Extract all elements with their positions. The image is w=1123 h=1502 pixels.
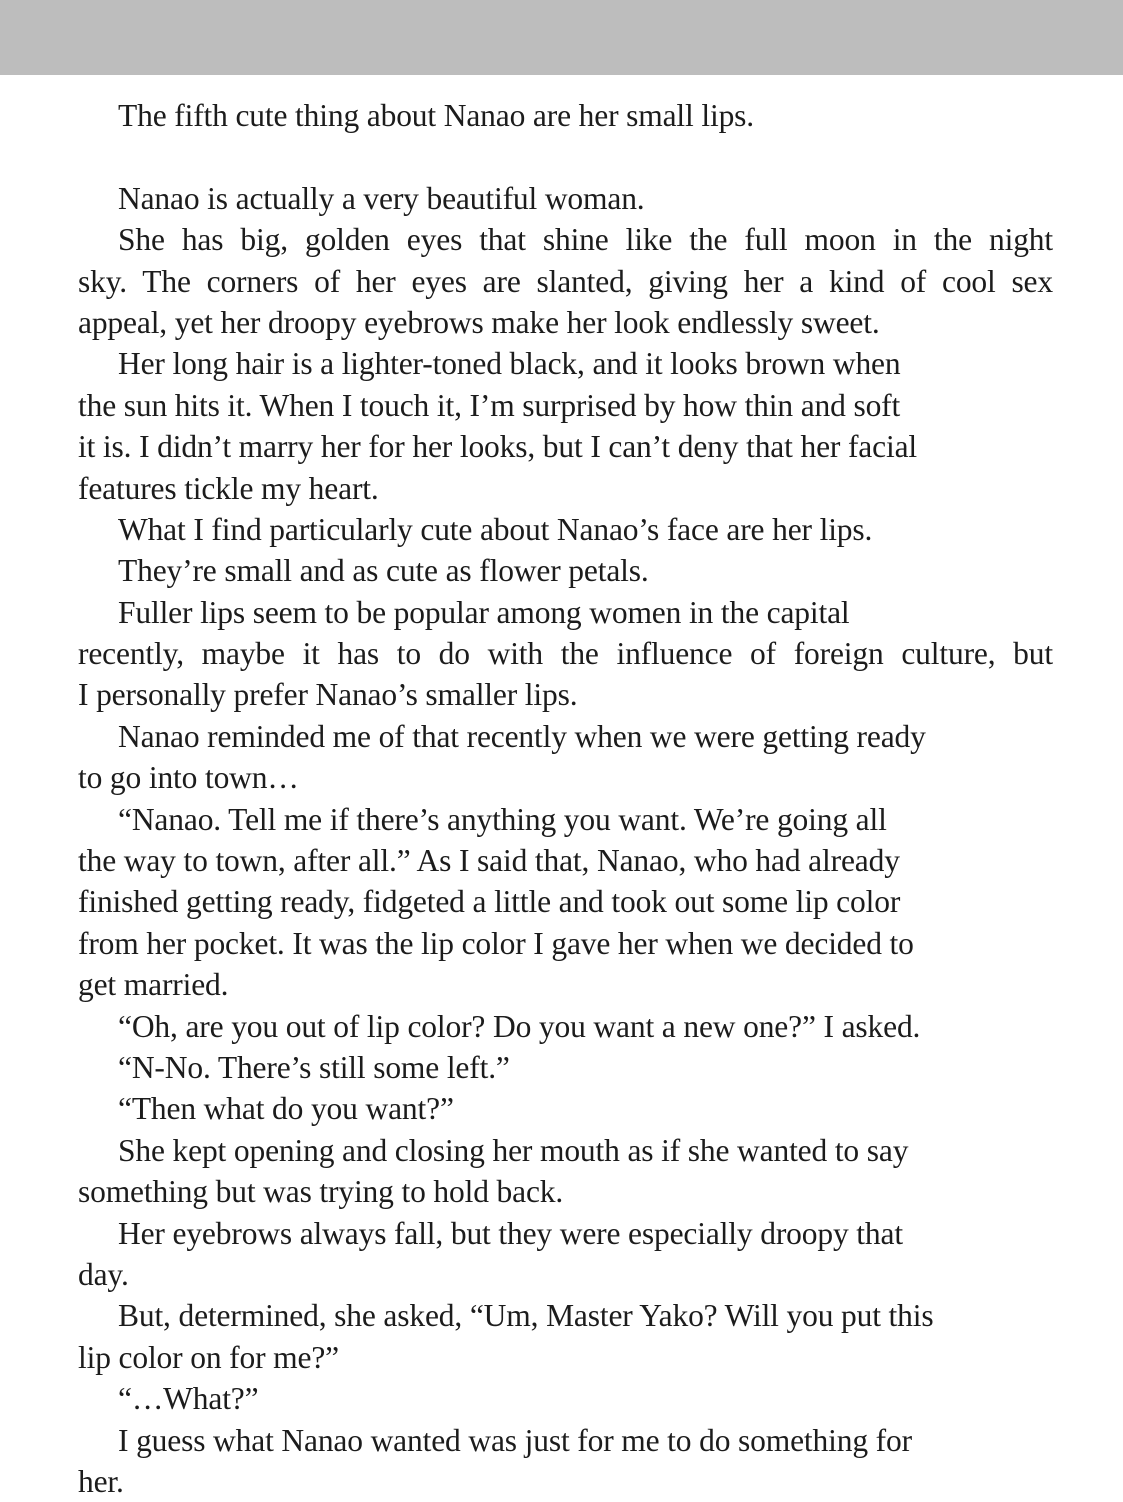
page-text (78, 95, 1053, 1502)
text-line: get married. (78, 967, 229, 1003)
text-line: “…What?” (118, 1381, 259, 1417)
text-line: Nanao reminded me of that recently when we were getting ready (118, 718, 926, 754)
text-line: lip color on for me?” (78, 1339, 340, 1375)
text-line: “Then what do you want?” (118, 1091, 454, 1127)
text-line: appeal, yet her droopy eyebrows make her look endlessly sweet. (78, 304, 880, 340)
text-line: Her eyebrows always fall, but they were especially droopy that (118, 1215, 903, 1251)
text-line: it is. I didn’t marry her for her looks, but I can’t deny that her facial (78, 429, 917, 465)
text-line: Fuller lips seem to be popular among women in the capital (118, 594, 850, 630)
text-line: I personally prefer Nanao’s smaller lips. (78, 677, 578, 713)
text-line: from her pocket. It was the lip color I gave her when we decided to (78, 925, 914, 961)
text-line: “Oh, are you out of lip color? Do you want a new one?” I asked. (118, 1008, 921, 1044)
blank-line (78, 136, 1053, 177)
text-line: She has big, golden eyes that shine like the full moon in the night (118, 222, 1053, 258)
text-line: What I find particularly cute about Nanao’s face are her lips. (118, 511, 873, 547)
text-line: “Nanao. Tell me if there’s anything you want. We’re going all (118, 801, 887, 837)
text-line: to go into town… (78, 760, 299, 796)
text-line: features tickle my heart. (78, 470, 379, 506)
text-line: I guess what Nanao wanted was just for me to do something for (118, 1422, 912, 1458)
text-line: The fifth cute thing about Nanao are her small lips. (118, 98, 754, 133)
text-line: She kept opening and closing her mouth as if she wanted to say (118, 1132, 909, 1168)
text-line: day. (78, 1256, 129, 1292)
text-line: finished getting ready, fidgeted a little and took out some lip color (78, 884, 901, 920)
text-line: the sun hits it. When I touch it, I’m surprised by how thin and soft (78, 387, 901, 423)
text-line: her. (78, 1463, 124, 1499)
text-line: They’re small and as cute as flower petals. (118, 553, 649, 589)
text-line: Her long hair is a lighter-toned black, and it looks brown when (118, 346, 901, 382)
text-line: recently, maybe it has to do with the influence of foreign culture, but (78, 636, 1053, 672)
text-line: But, determined, she asked, “Um, Master Yako? Will you put this (118, 1298, 934, 1334)
text-line: “N-No. There’s still some left.” (118, 1049, 510, 1085)
top-toolbar-bar (0, 0, 1123, 75)
text-line: sky. The corners of her eyes are slanted, giving her a kind of cool sex (78, 263, 1053, 299)
text-line: Nanao is actually a very beautiful woman. (118, 180, 645, 216)
text-line: something but was trying to hold back. (78, 1174, 564, 1210)
text-line: the way to town, after all.” As I said that, Nanao, who had already (78, 843, 900, 879)
